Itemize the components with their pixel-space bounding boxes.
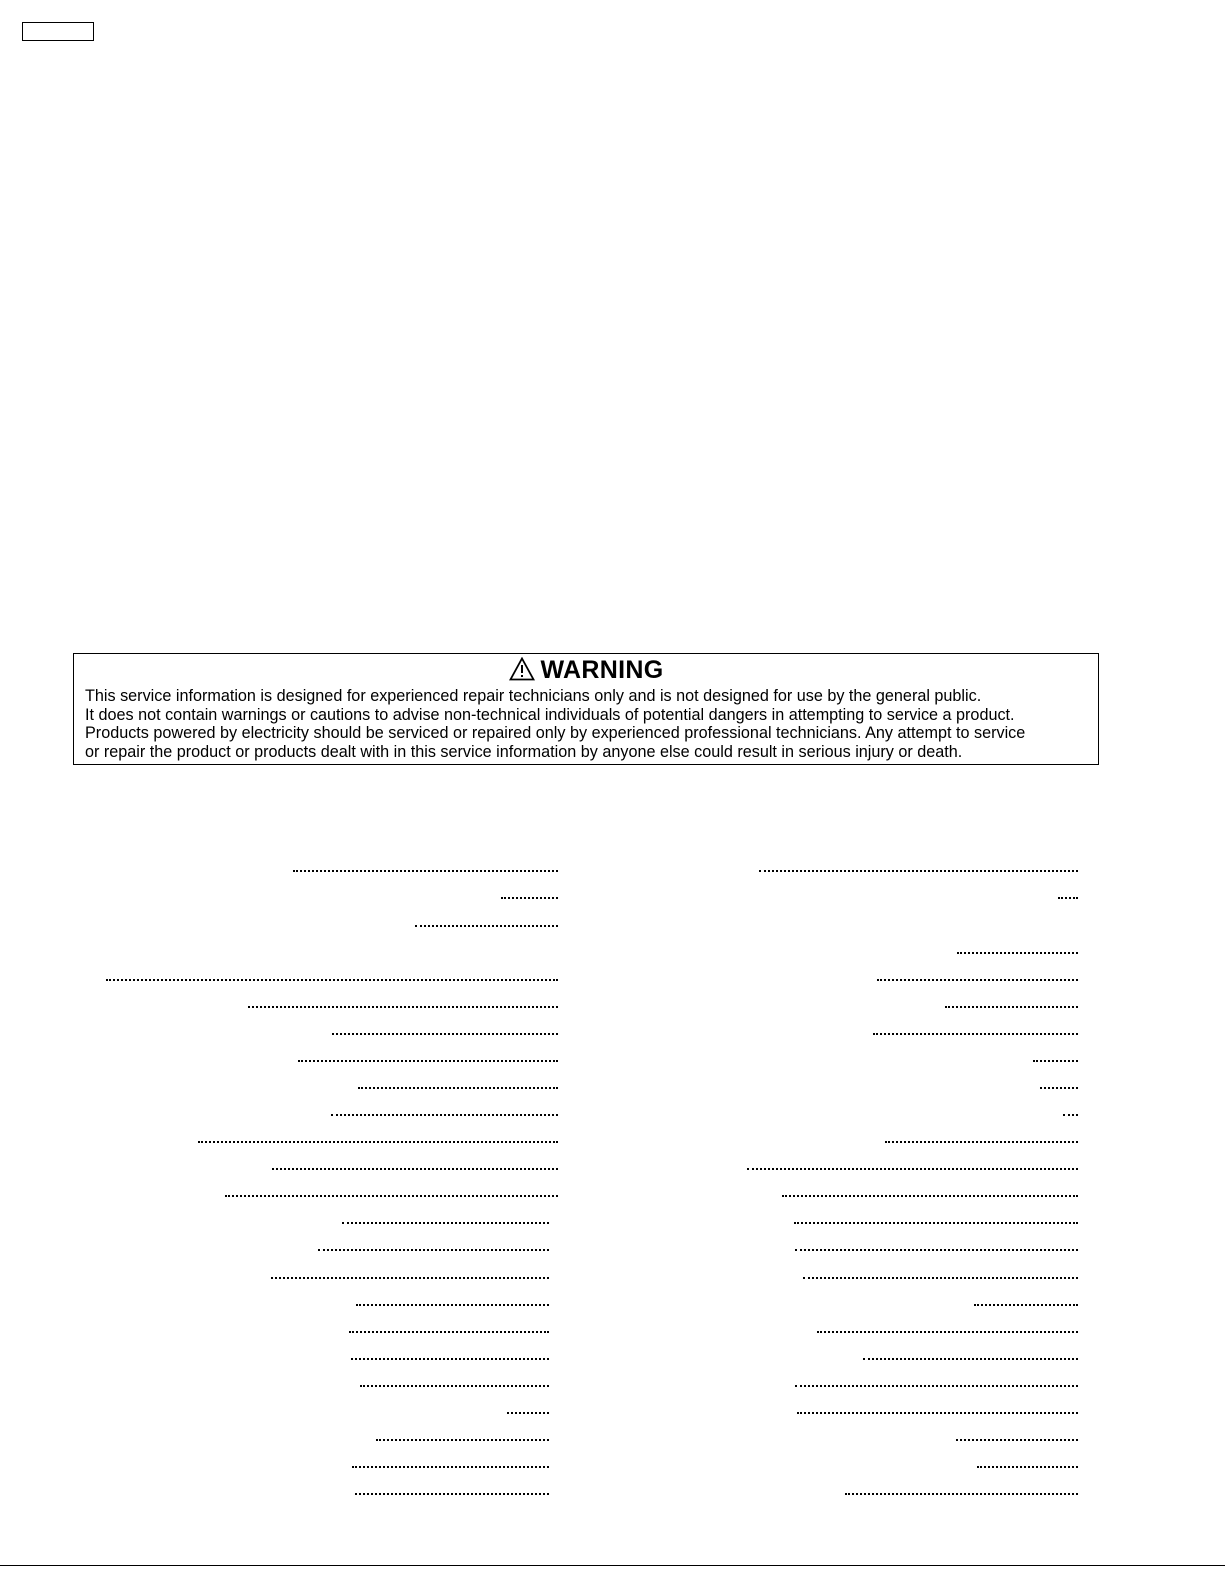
warning-text bbox=[85, 687, 1090, 761]
toc-dot-leader bbox=[507, 1412, 549, 1416]
warning-triangle-icon bbox=[509, 657, 535, 681]
toc-dot-leader bbox=[873, 1033, 1078, 1037]
warning-line: This service information is designed for experienced repair technicians only and is not designed for use by the general public. bbox=[85, 687, 982, 705]
toc-dot-leader bbox=[351, 1358, 549, 1362]
toc-dot-leader bbox=[349, 1331, 549, 1335]
toc-dot-leader bbox=[974, 1304, 1078, 1308]
toc-dot-leader bbox=[225, 1195, 558, 1199]
toc-dot-leader bbox=[106, 979, 558, 983]
toc-dot-leader bbox=[271, 1277, 549, 1281]
toc-dot-leader bbox=[355, 1493, 549, 1497]
toc-dot-leader bbox=[885, 1141, 1078, 1145]
toc-dot-leader bbox=[747, 1168, 1078, 1172]
toc-dot-leader bbox=[795, 1249, 1078, 1253]
toc-dot-leader bbox=[803, 1277, 1078, 1281]
toc-dot-leader bbox=[956, 1439, 1078, 1443]
toc-dot-leader bbox=[331, 1114, 558, 1118]
bottom-rule bbox=[0, 1565, 1225, 1566]
toc-dot-leader bbox=[817, 1331, 1078, 1335]
toc-dot-leader bbox=[1058, 897, 1078, 901]
corner-label-box bbox=[22, 22, 94, 41]
toc-dot-leader bbox=[318, 1249, 549, 1253]
toc-dot-leader bbox=[360, 1385, 549, 1389]
toc-dot-leader bbox=[352, 1466, 549, 1470]
toc-dot-leader bbox=[957, 952, 1078, 956]
warning-line: It does not contain warnings or cautions to advise non-technical individuals of potential dangers in attempting to service a product. bbox=[85, 705, 1015, 724]
toc-dot-leader bbox=[376, 1439, 549, 1443]
toc-dot-leader bbox=[298, 1060, 558, 1064]
toc-dot-leader bbox=[356, 1304, 549, 1308]
toc-dot-leader bbox=[358, 1087, 558, 1091]
toc-dot-leader bbox=[501, 897, 558, 901]
toc-dot-leader bbox=[759, 870, 1078, 874]
warning-box bbox=[73, 653, 1099, 765]
toc-dot-leader bbox=[1063, 1114, 1078, 1118]
toc-dot-leader bbox=[797, 1412, 1078, 1416]
warning-title: WARNING bbox=[540, 656, 664, 684]
toc-dot-leader bbox=[845, 1493, 1078, 1497]
toc-dot-leader bbox=[945, 1006, 1078, 1010]
toc-dot-leader bbox=[272, 1168, 558, 1172]
toc-dot-leader bbox=[1033, 1060, 1078, 1064]
toc-dot-leader bbox=[415, 925, 558, 929]
toc-dot-leader bbox=[782, 1195, 1078, 1199]
toc-dot-leader bbox=[863, 1358, 1078, 1362]
warning-line: Products powered by electricity should be serviced or repaired only by experienced professional technicians. Any attempt to service bbox=[85, 724, 1026, 742]
toc-dot-leader bbox=[1040, 1087, 1078, 1091]
toc-dot-leader bbox=[342, 1222, 549, 1226]
toc-dot-leader bbox=[293, 870, 558, 874]
toc-dot-leader bbox=[248, 1006, 558, 1010]
toc-dot-leader bbox=[794, 1222, 1078, 1226]
toc-dot-leader bbox=[198, 1141, 558, 1145]
toc-dot-leader bbox=[332, 1033, 558, 1037]
warning-heading bbox=[74, 656, 1098, 685]
warning-line: or repair the product or products dealt with in this service information by anyone else could result in serious injury or death. bbox=[85, 742, 963, 761]
toc-dot-leader bbox=[795, 1385, 1078, 1389]
toc-dot-leader bbox=[877, 979, 1078, 983]
toc-dot-leader bbox=[977, 1466, 1078, 1470]
